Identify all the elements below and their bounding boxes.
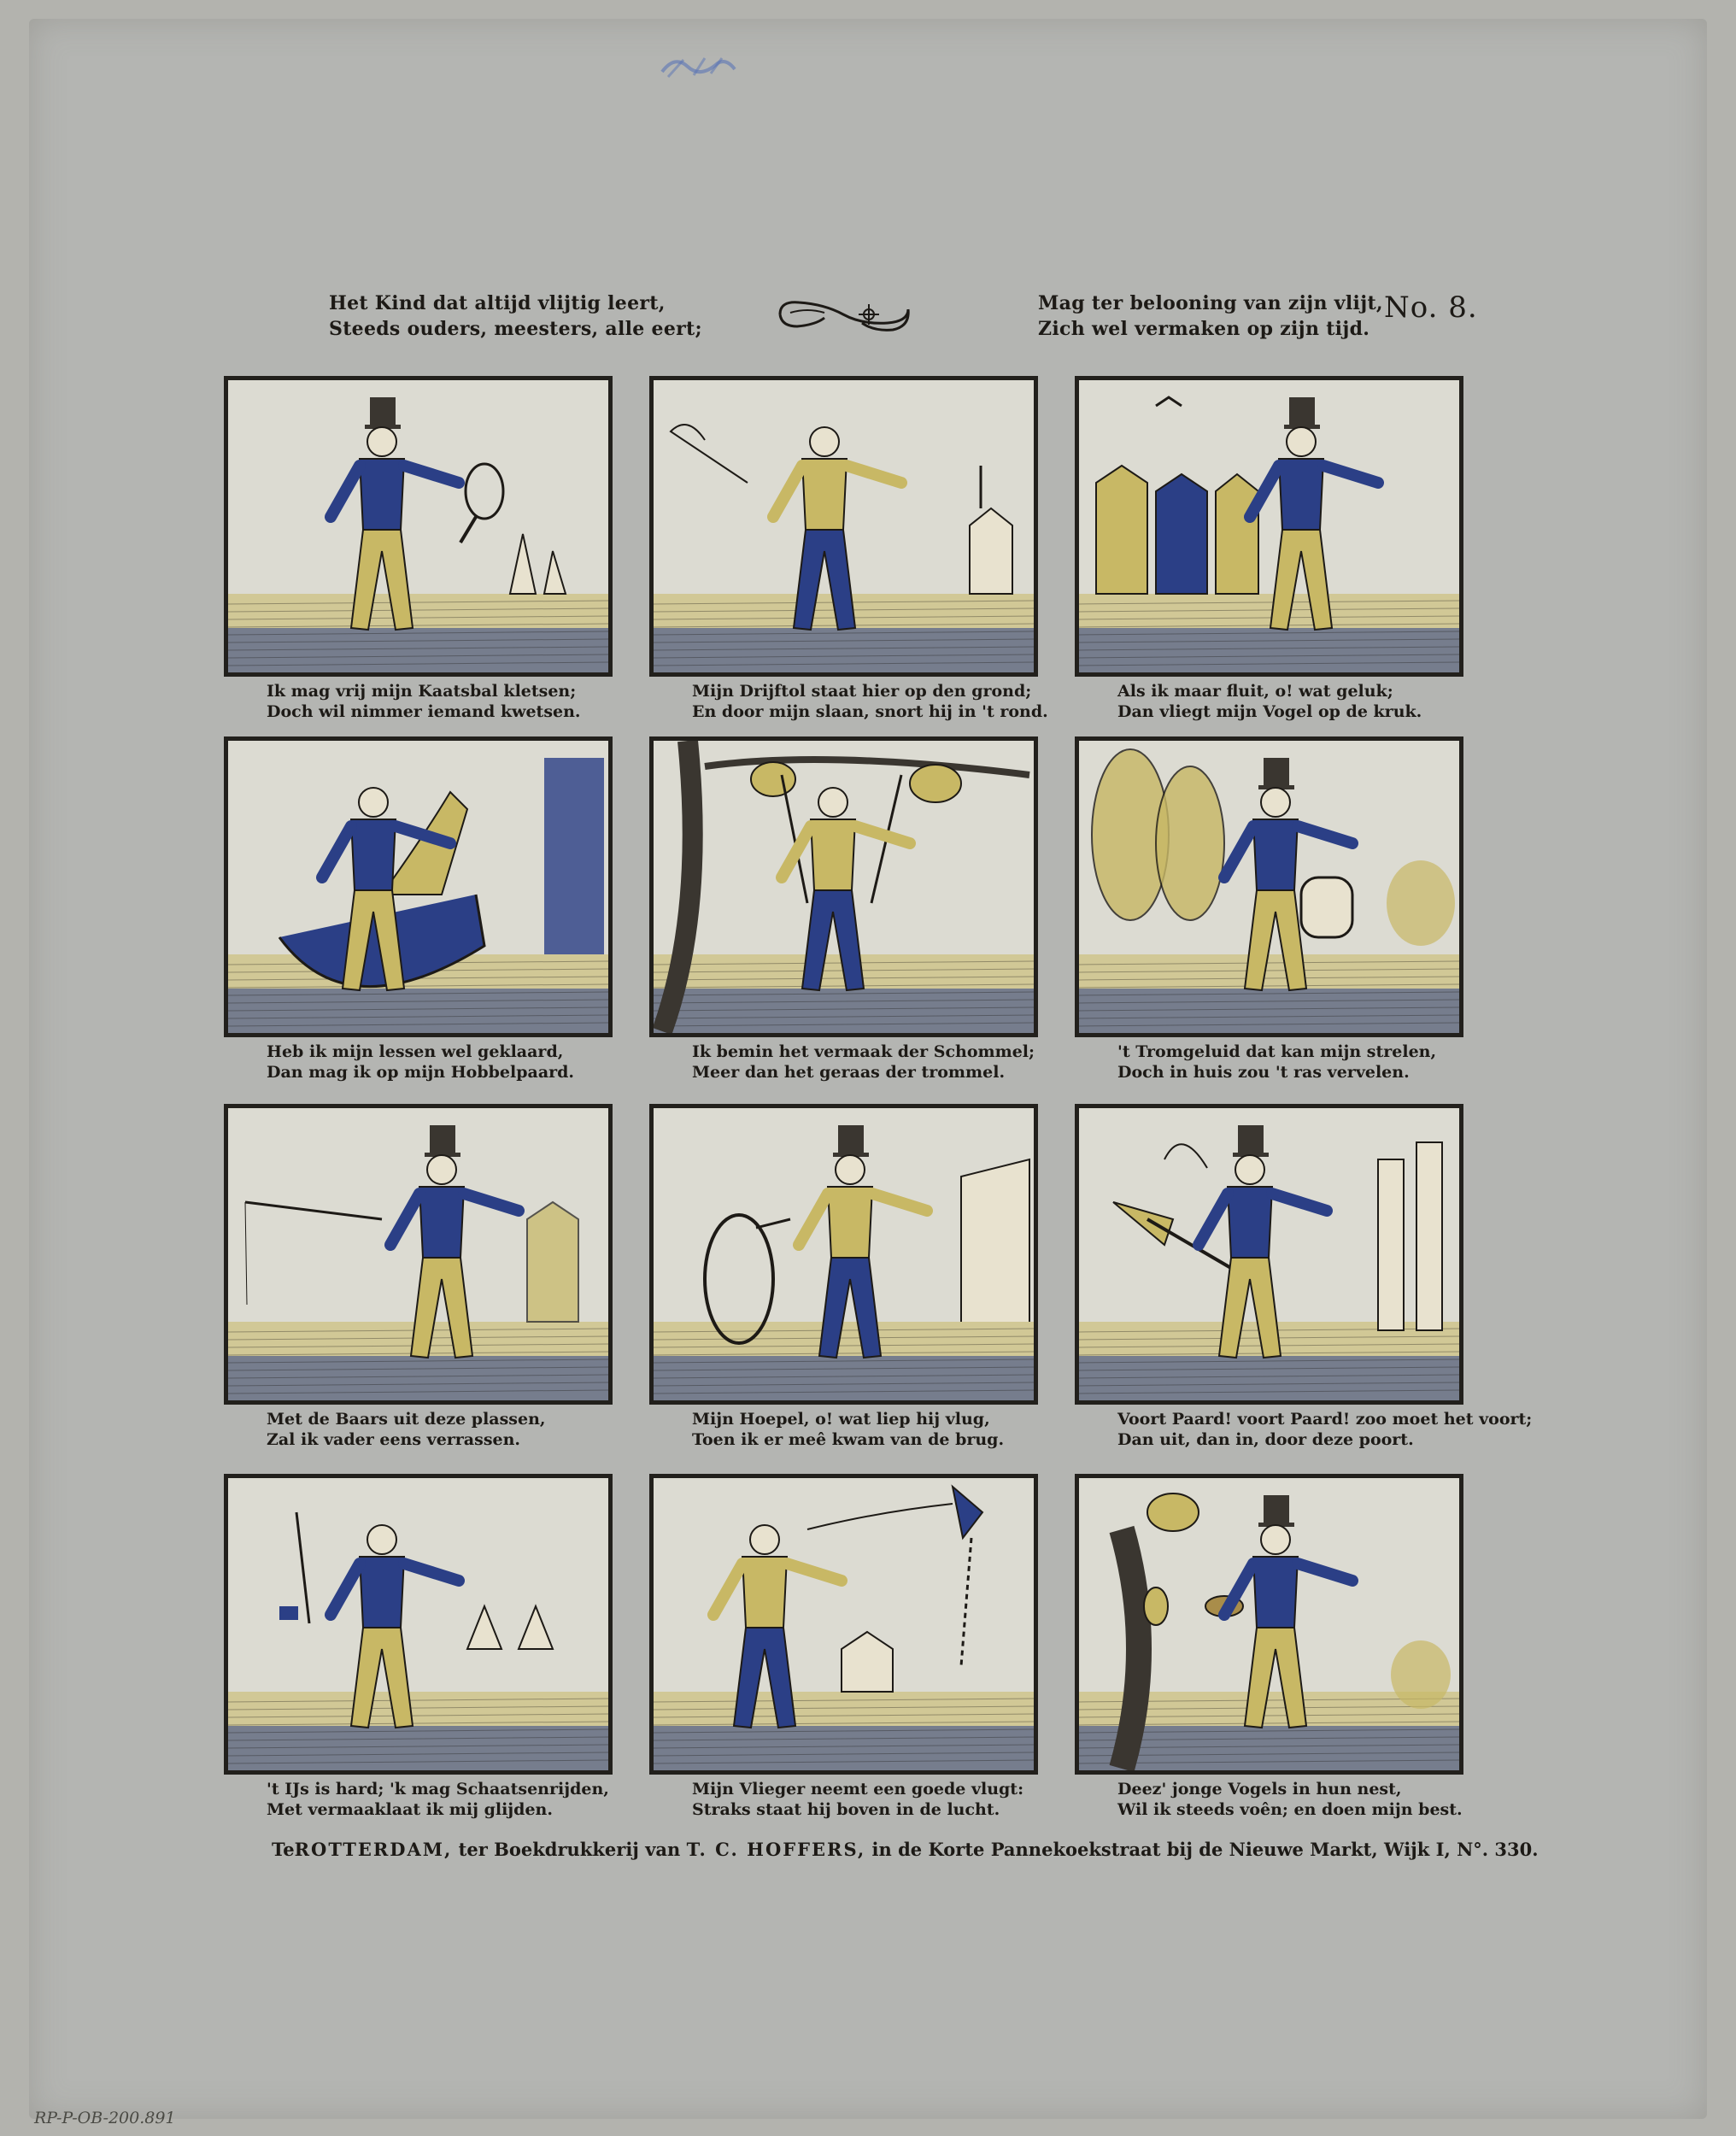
panel-kaatsbal [224, 376, 613, 722]
panel-caption [692, 1409, 1004, 1450]
inventory-number: RP-P-OB-200.891 [34, 2109, 176, 2127]
drummer-illustration [1075, 736, 1463, 1037]
panel-vogel [1075, 376, 1463, 722]
caption-line1: Ik bemin het vermaak der Schommel; [692, 1042, 1035, 1061]
panel-baars [224, 1104, 613, 1450]
printer-imprint [272, 1839, 1539, 1860]
caption-line2: Dan vliegt mijn Vogel op de kruk. [1117, 702, 1422, 721]
skating-illustration [224, 1474, 613, 1775]
panel-trommel [1075, 736, 1463, 1083]
panel-caption [267, 1409, 546, 1450]
rocking-horse-illustration [224, 736, 613, 1037]
caption-line1: Voort Paard! voort Paard! zoo moet het voort; [1117, 1410, 1533, 1429]
imprint-city: ROTTERDAM, [294, 1839, 453, 1860]
spinning-top-illustration [649, 376, 1038, 677]
caption-line1: Heb ik mijn lessen wel geklaard, [267, 1042, 564, 1061]
header-right-verse [1038, 290, 1383, 342]
caption-line1: Mijn Vlieger neemt een goede vlugt: [692, 1780, 1024, 1799]
header-left-line2: Steeds ouders, meesters, alle eert; [329, 318, 702, 340]
caption-line2: Doch in huis zou 't ras vervelen. [1117, 1063, 1410, 1082]
caption-line2: Met vermaaklaat ik mij glijden. [267, 1800, 553, 1819]
panel-caption [1117, 1409, 1532, 1450]
caption-line1: Mijn Drijftol staat hier op den grond; [692, 682, 1032, 701]
ornament-flourish [773, 296, 914, 334]
panel-drijftol [649, 376, 1048, 722]
caption-line1: 't IJs is hard; 'k mag Schaatsenrijden, [267, 1780, 609, 1799]
panel-schommel [649, 736, 1038, 1083]
caption-line1: 't Tromgeluid dat kan mijn strelen, [1117, 1042, 1437, 1061]
imprint-address: in de Korte Pannekoekstraat bij de Nieuwe Markt, Wijk I, N°. 330. [865, 1839, 1539, 1860]
panel-caption [692, 1042, 1035, 1083]
panel-vogels [1075, 1474, 1463, 1820]
header-right-line2: Zich wel vermaken op zijn tijd. [1038, 318, 1370, 340]
panel-caption [692, 1779, 1023, 1820]
header-left-verse [329, 290, 702, 342]
caption-line1: Ik mag vrij mijn Kaatsbal kletsen; [267, 682, 577, 701]
caption-line2: En door mijn slaan, snort hij in 't rond. [692, 702, 1048, 721]
caption-line2: Toen ik er meê kwam van de brug. [692, 1430, 1005, 1449]
sheet-number: No. 8. [1384, 290, 1478, 325]
imprint-printer: T. C. HOFFERS, [686, 1839, 866, 1860]
swing-illustration [649, 736, 1038, 1037]
tennis-player-illustration [224, 376, 613, 677]
ink-stamp-mark [658, 48, 739, 82]
caption-line2: Dan mag ik op mijn Hobbelpaard. [267, 1063, 575, 1082]
hobby-horse-illustration [1075, 1104, 1463, 1405]
panel-schaatsen [224, 1474, 613, 1820]
panel-caption [1117, 1042, 1436, 1083]
caption-line2: Straks staat hij boven in de lucht. [692, 1800, 1000, 1819]
caption-line2: Doch wil nimmer iemand kwetsen. [267, 702, 581, 721]
hoop-illustration [649, 1104, 1038, 1405]
imprint-prefix: Te [272, 1839, 295, 1860]
caption-line1: Mijn Hoepel, o! wat liep hij vlug, [692, 1410, 990, 1429]
imprint-mid: ter Boekdrukkerij van [452, 1839, 687, 1860]
panel-caption [692, 681, 1048, 722]
fishing-illustration [224, 1104, 613, 1405]
panel-caption [267, 1779, 609, 1820]
panel-hobbelpaard [224, 736, 613, 1083]
caption-line2: Dan uit, dan in, door deze poort. [1117, 1430, 1414, 1449]
bird-nest-illustration [1075, 1474, 1463, 1775]
header-right-line1: Mag ter belooning van zijn vlijt, [1038, 292, 1383, 314]
caption-line1: Als ik maar fluit, o! wat geluk; [1117, 682, 1393, 701]
panel-caption [1117, 1779, 1463, 1820]
panel-vlieger [649, 1474, 1038, 1820]
caption-line2: Zal ik vader eens verrassen. [267, 1430, 521, 1449]
panel-hoepel [649, 1104, 1038, 1450]
caption-line1: Deez' jonge Vogels in hun nest, [1117, 1780, 1402, 1799]
kite-illustration [649, 1474, 1038, 1775]
panel-caption [267, 1042, 574, 1083]
header-left-line1: Het Kind dat altijd vlijtig leert, [329, 292, 666, 314]
caption-line2: Meer dan het geraas der trommel. [692, 1063, 1006, 1082]
bird-whistle-illustration [1075, 376, 1463, 677]
panel-caption [267, 681, 581, 722]
caption-line2: Wil ik steeds voên; en doen mijn best. [1117, 1800, 1463, 1819]
caption-line1: Met de Baars uit deze plassen, [267, 1410, 546, 1429]
panel-paard [1075, 1104, 1533, 1450]
panel-caption [1117, 681, 1422, 722]
